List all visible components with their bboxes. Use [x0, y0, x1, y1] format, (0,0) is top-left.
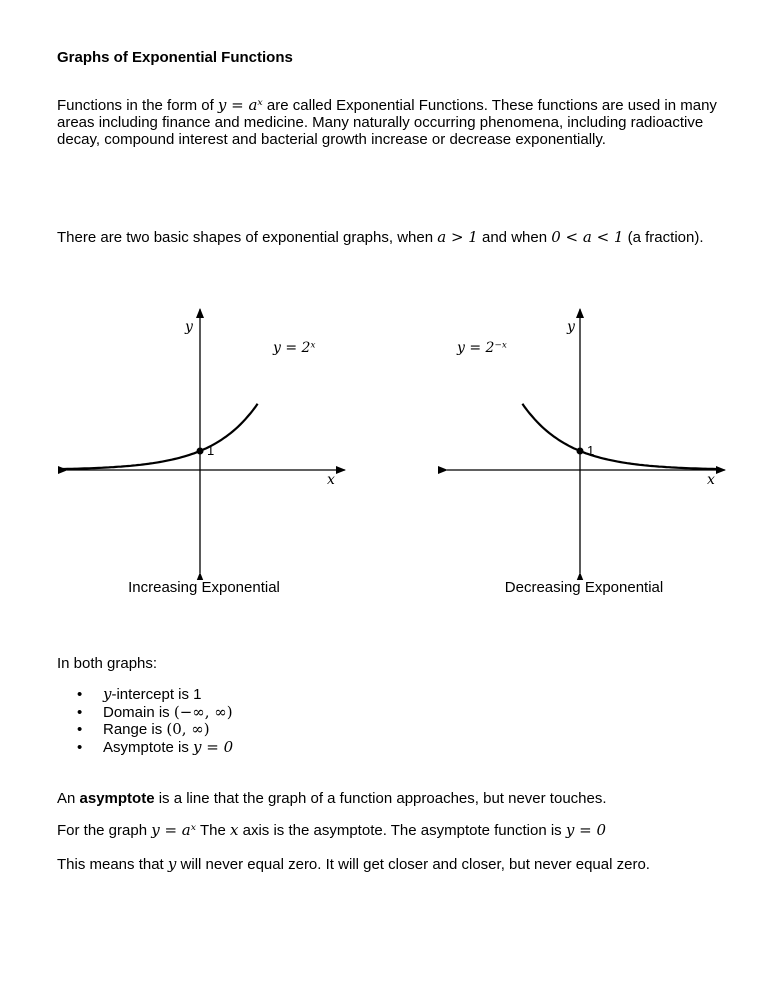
intercept-label: 1 — [207, 443, 215, 458]
caption-decreasing: Decreasing Exponential — [504, 579, 664, 596]
meaning-sentence: This means that y will never equal zero. It will get closer and closer, but never equal zero. — [57, 855, 650, 873]
function-label: y = 2ˣ — [273, 340, 316, 356]
increasing-exponential-graph — [55, 305, 355, 580]
shapes-text-mid: and when — [477, 229, 552, 246]
intercept-point — [197, 448, 204, 455]
shapes-text: There are two basic shapes of exponential graphs, when — [57, 229, 438, 246]
list-item: • Asymptote is y = 0 — [57, 739, 233, 757]
intro-text-rest: are called Exponential Functions. These functions are used in many areas including finance and medicine. Many naturally occurring phenomena, including radioactive decay, compound interest and bacterial growth increase or decrease exponentially. — [57, 97, 717, 148]
y-axis-label: y — [185, 319, 193, 335]
intro-formula: y = aˣ — [217, 96, 263, 114]
intercept-label: 1 — [587, 443, 595, 458]
function-label: y = 2⁻ˣ — [457, 340, 507, 356]
x-axis-label: x — [327, 472, 335, 488]
x-axis-label: x — [707, 472, 715, 488]
list-item: • y-intercept is 1 — [57, 686, 233, 704]
asymptote-explanation: For the graph y = aˣ The x axis is the asymptote. The asymptote function is y = 0 — [57, 821, 606, 839]
list-item: • Domain is (−∞, ∞) — [57, 704, 233, 722]
asymptote-definition: An asymptote is a line that the graph of a function approaches, but never touches. — [57, 790, 607, 807]
y-axis-label: y — [567, 319, 575, 335]
decreasing-exponential-graph — [435, 305, 735, 580]
properties-list — [57, 686, 233, 756]
shapes-paragraph — [57, 229, 717, 246]
shapes-text-end: (a fraction). — [623, 229, 704, 246]
list-item: • Range is (0, ∞) — [57, 721, 233, 739]
asymptote-term: asymptote — [79, 790, 155, 807]
intro-paragraph — [57, 97, 717, 148]
curve-line — [62, 404, 257, 469]
curve-line — [522, 404, 717, 469]
intercept-point — [577, 448, 584, 455]
both-graphs-heading: In both graphs: — [57, 655, 158, 672]
caption-increasing: Increasing Exponential — [128, 579, 280, 596]
condition-a-greater-1: a > 1 — [437, 228, 478, 246]
intro-text: Functions in the form of — [57, 97, 218, 114]
page-title: Graphs of Exponential Functions — [57, 49, 293, 66]
condition-a-between-0-1: 0 < a < 1 — [551, 228, 624, 246]
